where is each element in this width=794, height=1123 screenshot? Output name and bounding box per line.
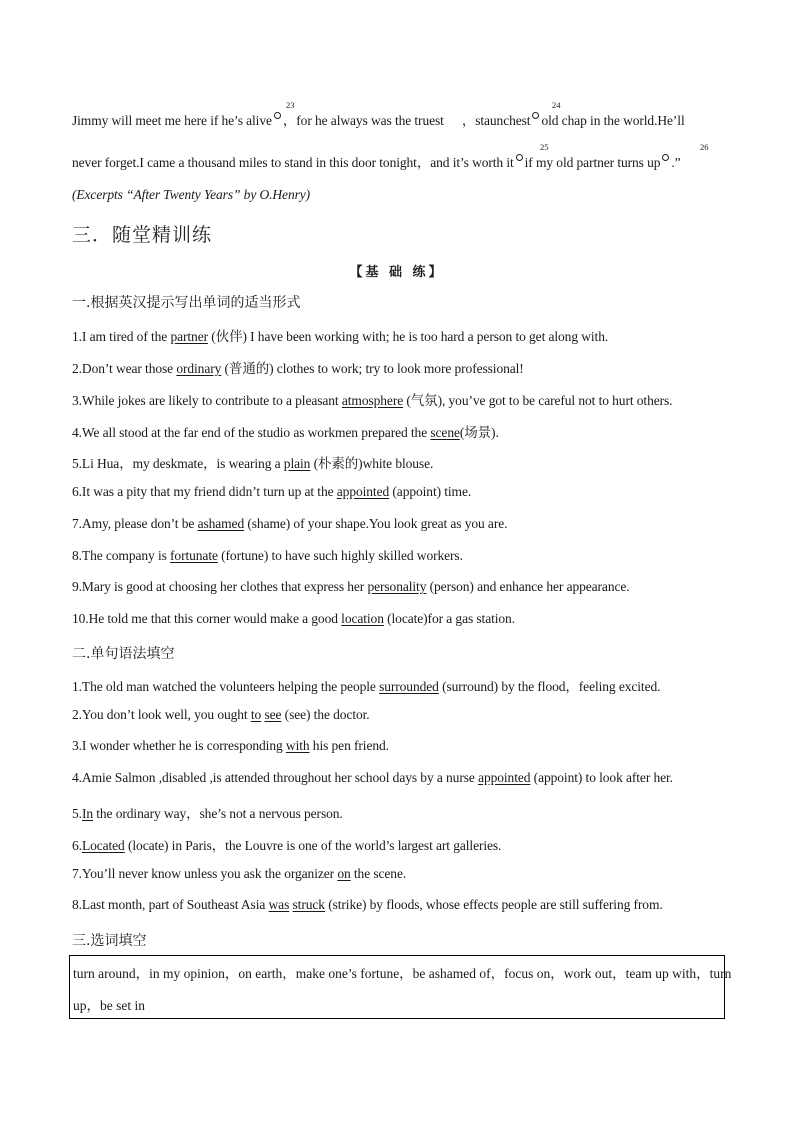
source-prefix: (Excerpts “	[72, 187, 134, 202]
passage-text: ，staunchest	[461, 113, 531, 128]
item-text: his pen friend.	[309, 738, 389, 753]
item-text: 7.You’ll never know unless you ask the organizer	[72, 866, 338, 881]
exercise-item	[72, 357, 524, 377]
item-text: 6.It was a pity that my friend didn’t turn up at the	[72, 484, 337, 499]
answer-blank: was	[268, 897, 290, 912]
exercise-item	[72, 579, 630, 595]
basic-practice-title: 【基 础 练】	[349, 265, 445, 280]
answer-blank: on	[337, 866, 351, 881]
source-title: After Twenty Years	[133, 187, 233, 202]
item-text: (person) and enhance her appearance.	[426, 579, 630, 594]
answer-blank: struck	[292, 897, 325, 912]
answer-blank: partner	[170, 329, 208, 344]
word-bank-line-2: up，be set in	[73, 998, 145, 1013]
item-text: (appoint) to look after her.	[530, 770, 673, 785]
answer-blank: appointed	[478, 770, 531, 785]
exercise-item	[72, 484, 471, 500]
item-text: (appoint) time.	[389, 484, 472, 499]
item-text: (locate) in Paris，the Louvre is one of the world’s largest art galleries.	[124, 838, 502, 853]
item-text: 1.The old man watched the volunteers helping the people	[72, 679, 380, 694]
item-text: 2.Don’t wear those	[72, 361, 177, 376]
blank-marker-icon	[274, 112, 281, 119]
answer-blank: to	[250, 707, 262, 722]
answer-blank: ashamed	[197, 516, 245, 531]
item-text: (伙伴) I have been working with; he is too hard a person to get along with.	[208, 329, 609, 344]
item-text: (场景).	[459, 425, 499, 440]
item-text: (气氛), you’ve got to be careful not to hurt others.	[403, 393, 673, 408]
item-text: (shame) of your shape.You look great as you are.	[244, 516, 508, 531]
answer-blank: see	[264, 707, 282, 722]
blank-marker-icon	[516, 154, 523, 161]
exercise-item	[72, 834, 501, 854]
item-text: 4.Amie Salmon ,disabled ,is attended throughout her school days by a nurse	[72, 770, 479, 785]
passage-text: Jimmy will meet me here if he’s alive	[72, 113, 272, 128]
blank-number-26: 26	[700, 142, 709, 152]
item-text: 9.Mary is good at choosing her clothes that express her	[72, 579, 368, 594]
passage-text: never forget.I came a thousand miles to stand in this door tonight，and it’s worth it	[72, 155, 514, 170]
part2-title: 二.单句语法填空	[72, 646, 175, 662]
answer-blank: In	[81, 806, 93, 821]
item-text: the scene.	[350, 866, 407, 881]
exercise-item	[72, 707, 370, 723]
blank-number-24: 24	[552, 100, 561, 110]
part1-title: 一.根据英汉提示写出单词的适当形式	[72, 295, 301, 311]
blank-marker-icon	[662, 154, 669, 161]
answer-blank: plain	[283, 456, 311, 471]
answer-blank: atmosphere	[341, 393, 404, 408]
item-text: (fortune) to have such highly skilled workers.	[217, 548, 463, 563]
item-text: 3.While jokes are likely to contribute to a pleasant	[72, 393, 342, 408]
exercise-item	[72, 548, 463, 564]
passage-text: .”	[671, 155, 681, 170]
part3-title: 三.选词填空	[72, 933, 147, 949]
exercise-item	[72, 611, 515, 627]
exercise-item	[72, 738, 389, 754]
item-text: (strike) by floods, whose effects people are still suffering from.	[324, 897, 663, 912]
blank-number-25: 25	[540, 142, 549, 152]
item-text: (普通的) clothes to work; try to look more professional!	[221, 361, 524, 376]
exercise-item	[72, 516, 507, 532]
item-text: (朴素的)white blouse.	[310, 456, 434, 471]
blank-marker-icon	[532, 112, 539, 119]
answer-blank: fortunate	[170, 548, 218, 563]
exercise-item	[72, 389, 672, 409]
exercise-item	[72, 452, 433, 472]
exercise-item	[72, 897, 663, 913]
answer-blank: appointed	[336, 484, 390, 499]
exercise-item	[72, 675, 660, 695]
item-text: the ordinary way，she’s not a nervous person.	[92, 806, 343, 821]
source-suffix: ” by O.Henry)	[232, 187, 311, 202]
item-text: 4.We all stood at the far end of the studio as workmen prepared the	[72, 425, 431, 440]
section-title: 三．随堂精训练	[72, 224, 213, 246]
item-text: (surround) by the flood，feeling excited.	[438, 679, 661, 694]
exercise-item	[72, 770, 673, 786]
answer-blank: with	[285, 738, 310, 753]
passage-source	[72, 187, 310, 203]
answer-blank: ordinary	[176, 361, 222, 376]
item-text: 2.You don’t look well, you ought	[72, 707, 251, 722]
item-text: 8.The company is	[72, 548, 171, 563]
item-text: (locate)for a gas station.	[383, 611, 515, 626]
item-text: 1.I am tired of the	[72, 329, 171, 344]
answer-blank: Located	[81, 838, 125, 853]
item-text: 7.Amy, please don’t be	[72, 516, 198, 531]
answer-blank: personality	[367, 579, 427, 594]
word-bank-box	[69, 955, 732, 1019]
passage-text: ，for he always was the truest	[282, 113, 444, 128]
exercise-item	[72, 802, 343, 822]
blank-number-23: 23	[286, 100, 295, 110]
answer-blank: location	[341, 611, 384, 626]
exercise-item	[72, 421, 499, 441]
item-text: (see) the doctor.	[281, 707, 370, 722]
item-text: 5.Li Hua，my deskmate，is wearing a	[72, 456, 284, 471]
passage-line-1	[72, 109, 685, 129]
answer-blank: scene	[430, 425, 460, 440]
item-text: 10.He told me that this corner would make a good	[72, 611, 342, 626]
item-text: 6.	[72, 838, 82, 853]
word-bank-line-1: turn around，in my opinion，on earth，make one’s fortune，be ashamed of，focus on，work out，team up with，turn	[73, 966, 732, 981]
passage-text: old chap in the world.He’ll	[541, 113, 685, 128]
answer-blank: surrounded	[379, 679, 439, 694]
item-text: 5.	[72, 806, 82, 821]
exercise-item	[72, 325, 608, 345]
item-text: 3.I wonder whether he is corresponding	[72, 738, 286, 753]
passage-text: if my old partner turns up	[524, 155, 661, 170]
item-text: 8.Last month, part of Southeast Asia	[72, 897, 269, 912]
passage-line-2	[72, 151, 681, 171]
exercise-item	[72, 866, 406, 882]
